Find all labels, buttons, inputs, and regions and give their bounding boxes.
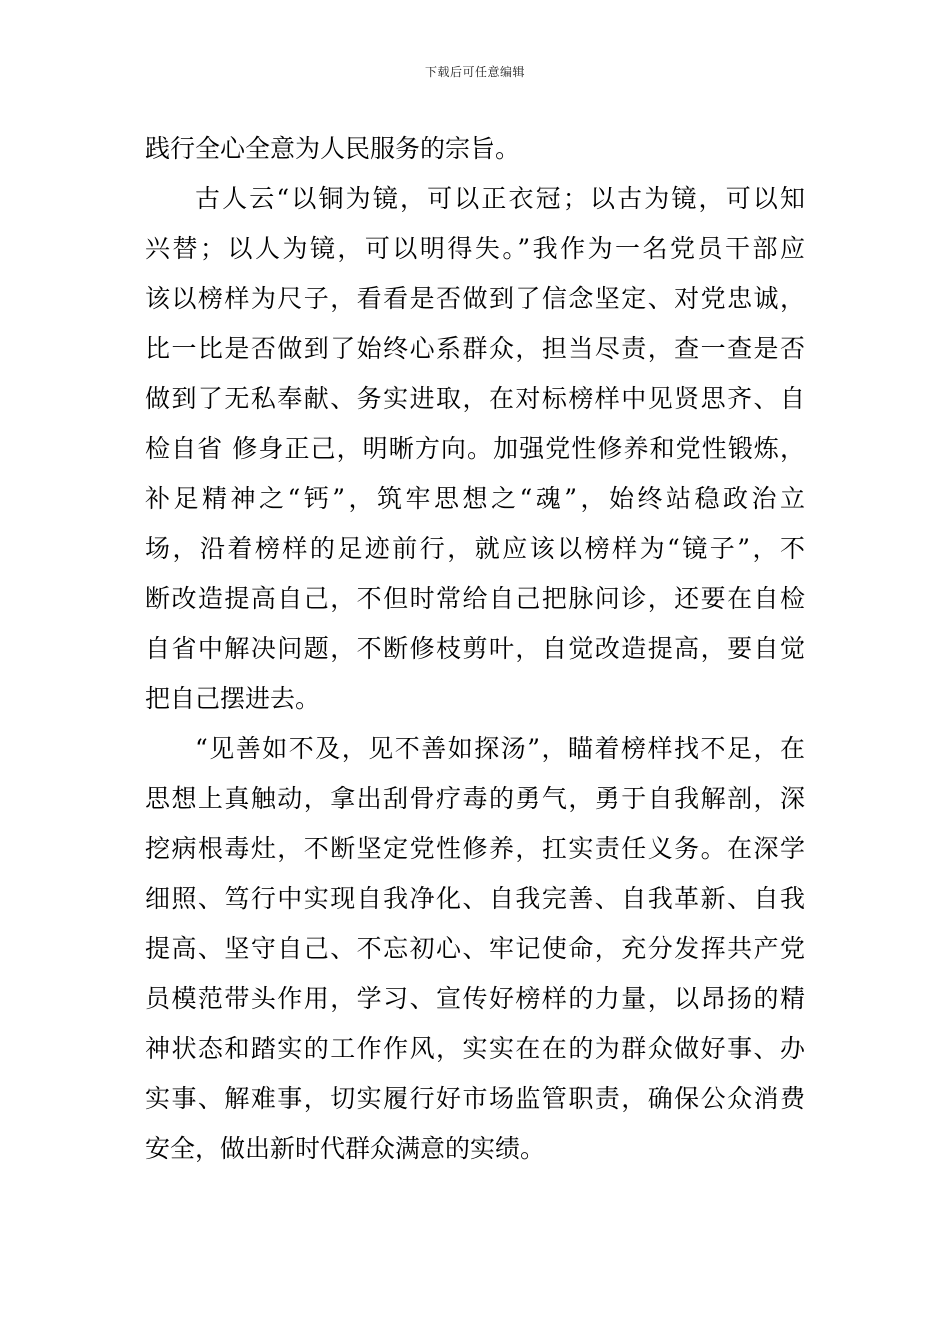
body-line: 比一比是否做到了始终心系群众，担当尽责，查一查是否	[145, 334, 805, 363]
body-line: 断改造提高自己，不但时常给自己把脉问诊，还要在自检	[145, 584, 805, 613]
body-line: 神状态和踏实的工作作风，实实在在的为群众做好事、办	[145, 1034, 805, 1063]
body-line: 自省中解决问题，不断修枝剪叶，自觉改造提高，要自觉	[145, 634, 805, 663]
body-line: 补足精神之“钙”，筑牢思想之“魂”，始终站稳政治立	[145, 484, 805, 513]
body-line: 把自己摆进去。	[145, 684, 321, 713]
body-line: 该以榜样为尺子，看看是否做到了信念坚定、对党忠诚，	[145, 284, 805, 313]
body-line: “见善如不及，见不善如探汤”，瞄着榜样找不足，在	[195, 734, 805, 763]
body-line: 做到了无私奉献、务实进取，在对标榜样中见贤思齐、自	[145, 384, 805, 413]
page-header: 下载后可任意编辑	[424, 65, 525, 79]
body-line: 细照、笃行中实现自我净化、自我完善、自我革新、自我	[145, 884, 805, 913]
body-line: 检自省 修身正己，明晰方向。加强党性修养和党性锻炼，	[145, 434, 805, 463]
body-line: 提高、坚守自己、不忘初心、牢记使命，充分发挥共产党	[145, 934, 805, 963]
body-line: 兴替；以人为镜，可以明得失。”我作为一名党员干部应	[145, 234, 805, 263]
body-line: 实事、解难事，切实履行好市场监管职责，确保公众消费	[145, 1084, 805, 1113]
body-line: 员模范带头作用，学习、宣传好榜样的力量，以昂扬的精	[145, 984, 805, 1013]
document-body	[145, 124, 805, 1174]
body-line: 思想上真触动，拿出刮骨疗毒的勇气，勇于自我解剖，深	[145, 784, 805, 813]
body-line: 践行全心全意为人民服务的宗旨。	[145, 134, 521, 163]
body-line: 安全，做出新时代群众满意的实绩。	[145, 1134, 546, 1163]
body-line: 场，沿着榜样的足迹前行，就应该以榜样为“镜子”，不	[145, 534, 805, 563]
body-line: 挖病根毒灶，不断坚定党性修养，扛实责任义务。在深学	[145, 834, 805, 863]
body-line: 古人云“以铜为镜，可以正衣冠；以古为镜，可以知	[195, 184, 805, 213]
